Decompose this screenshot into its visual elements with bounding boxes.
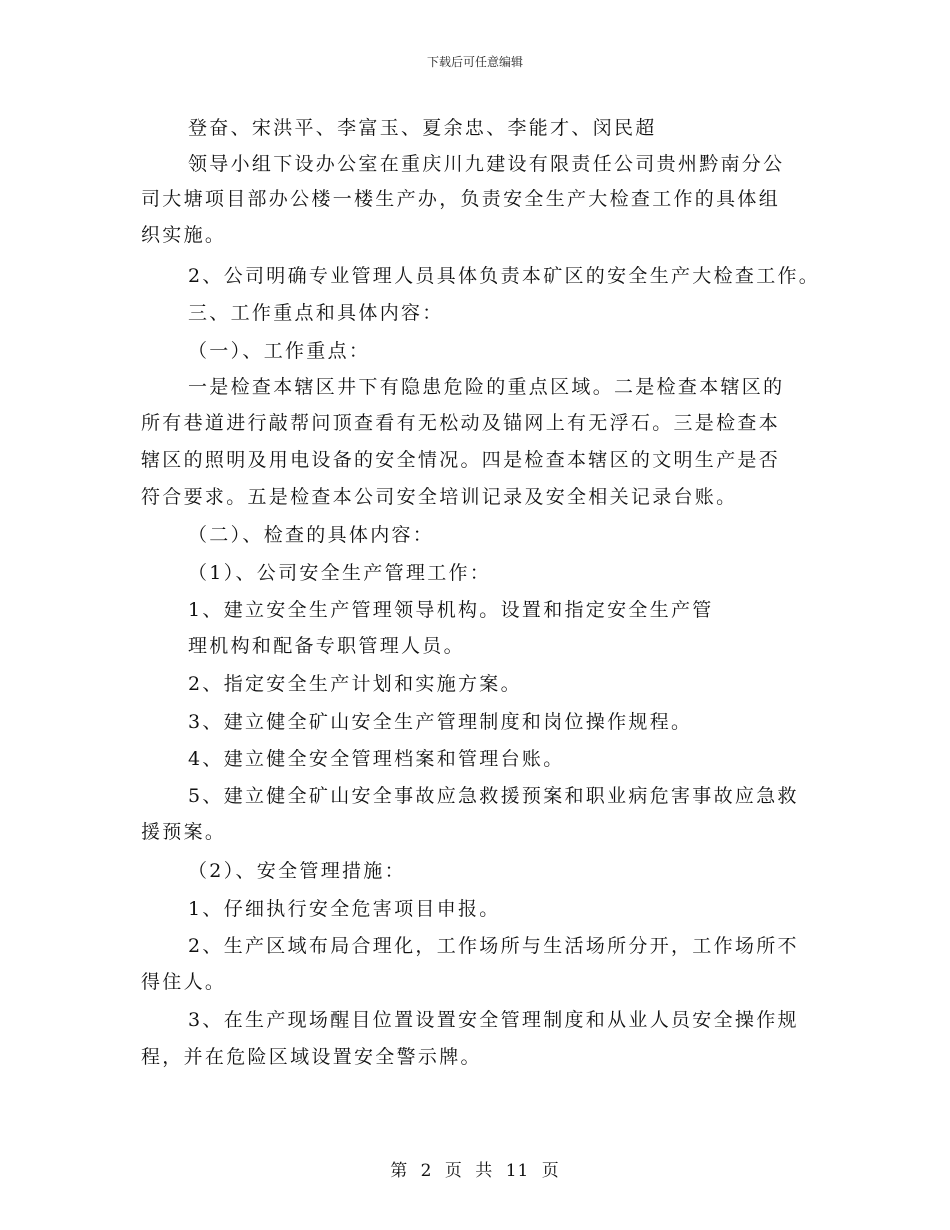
text-line: （2）、安全管理措施：	[188, 860, 406, 882]
footer-label-unit: 页	[444, 1161, 463, 1181]
text-line: （1）、公司安全生产管理工作：	[188, 562, 492, 584]
text-line: 登奋、宋洪平、李富玉、夏余忠、李能才、闵民超	[188, 117, 657, 139]
text-line: 2、公司明确专业管理人员具体负责本矿区的安全生产大检查工作。	[188, 265, 821, 287]
footer-current-page: 2	[420, 1161, 433, 1181]
text-line: （一）、工作重点：	[188, 340, 371, 362]
text-line: 得住人。	[141, 971, 227, 993]
text-line: 程，并在危险区域设置安全警示牌。	[141, 1046, 482, 1068]
text-line: 3、建立健全矿山安全生产管理制度和岗位操作规程。	[188, 711, 693, 733]
footer-label-page: 第	[390, 1161, 409, 1181]
text-line: 辖区的照明及用电设备的安全情况。四是检查本辖区的文明生产是否	[141, 449, 781, 471]
text-line: 5、建立健全矿山安全事故应急救援预案和职业病危害事故应急救	[188, 785, 799, 807]
text-line: （二）、检查的具体内容：	[188, 524, 435, 546]
text-line: 所有巷道进行敲帮问顶查看有无松动及锚网上有无浮石。三是检查本	[141, 412, 781, 434]
footer-total-pages: 11	[505, 1161, 530, 1181]
footer-label-total: 共	[475, 1161, 494, 1181]
footer-label-unit-end: 页	[541, 1161, 560, 1181]
text-line: 4、建立健全安全管理档案和管理台账。	[188, 748, 565, 770]
text-line: 1、建立安全生产管理领导机构。设置和指定安全生产管	[188, 599, 714, 621]
text-line: 符合要求。五是检查本公司安全培训记录及安全相关记录台账。	[141, 486, 738, 508]
text-line: 援预案。	[141, 821, 227, 843]
text-line: 2、生产区域布局合理化，工作场所与生活场所分开，工作场所不	[188, 935, 799, 957]
text-line: 三、工作重点和具体内容：	[188, 302, 444, 324]
text-line: 司大塘项目部办公楼一楼生产办，负责安全生产大检查工作的具体组	[141, 188, 781, 210]
text-line: 2、指定安全生产计划和实施方案。	[188, 673, 522, 695]
text-line: 理机构和配备专职管理人员。	[188, 635, 465, 657]
text-line: 领导小组下设办公室在重庆川九建设有限责任公司贵州黔南分公	[188, 153, 785, 175]
text-line: 织实施。	[141, 224, 227, 246]
page-footer	[0, 1156, 950, 1181]
page-header-note: 下载后可任意编辑	[426, 55, 523, 69]
text-line: 一是检查本辖区井下有隐患危险的重点区域。二是检查本辖区的	[188, 376, 785, 398]
text-line: 1、仔细执行安全危害项目申报。	[188, 898, 501, 920]
text-line: 3、在生产现场醒目位置设置安全管理制度和从业人员安全操作规	[188, 1009, 799, 1031]
